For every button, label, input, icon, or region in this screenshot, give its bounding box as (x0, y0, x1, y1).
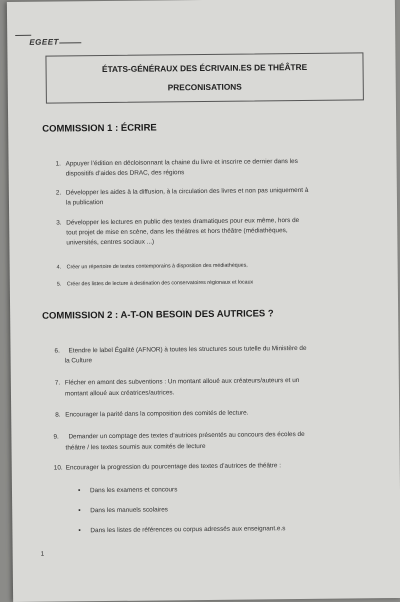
item-number: 1. (55, 160, 61, 168)
bullet-text: Dans les examens et concours (89, 486, 178, 495)
list-item (56, 277, 367, 288)
item-text-line: la publication (65, 198, 104, 206)
item-number: 8. (55, 411, 61, 419)
item-text-line: tout projet de mise en scène, dans les théâtres et hors théâtre (médiathèques, (66, 227, 288, 237)
item-text-line: Encourager la progression du pourcentage des textes d’autrices de théâtre : (65, 462, 282, 472)
list-item (55, 407, 370, 419)
item-text-line: Créer des listes de lecture à destination des conservatoires régionaux et locaux (66, 279, 254, 288)
bullet-text: Dans les manuels scolaires (90, 506, 169, 515)
list-item (55, 156, 366, 177)
item-number: 4. (56, 264, 62, 271)
item-number: 2. (55, 189, 62, 197)
document-page (7, 0, 400, 602)
bullet-icon: • (78, 527, 81, 535)
bullet-item (78, 524, 368, 535)
document-title: ÉTATS-GÉNÉRAUX DES ÉCRIVAIN.ES DE THÉÂTRE (101, 61, 308, 75)
item-number: 7. (54, 379, 61, 387)
item-number: 6. (54, 347, 60, 355)
bullet-text: Dans les listes de références ou corpus adressés aux enseignant.e.s (90, 525, 286, 535)
organization-underline (59, 42, 81, 43)
commission-2-heading: COMMISSION 2 : A-T-ON BESOIN DES AUTRICES ? (42, 308, 274, 322)
item-text-line: Demander un comptage des textes d’autrices présentés au concours des écoles de (68, 430, 305, 441)
item-text-line: Etendre le label Égalité (AFNOR) à toutes les structures sous tutelle du Ministère de (68, 344, 307, 355)
item-text-line: Développer les aides à la diffusion, à la circulation des livres et non pas uniquement à (65, 186, 309, 197)
item-text-line: Développer les lectures en public des textes dramatiques pour eux même, hors de (66, 216, 300, 227)
item-number: 3. (56, 219, 62, 227)
list-item (54, 375, 370, 397)
commission-1-heading: COMMISSION 1 : ÉCRIRE (42, 122, 157, 135)
item-number: 5. (56, 281, 62, 288)
list-item (53, 460, 372, 472)
pen-mark (15, 35, 31, 36)
list-item (56, 215, 366, 247)
list-item (54, 343, 369, 365)
organization-name: EGEET (29, 37, 59, 47)
list-item (56, 260, 367, 271)
list-item (53, 429, 371, 451)
item-text-line: Flécher en amont des subventions : Un montant alloué aux créateurs/auteurs et un (64, 377, 300, 387)
item-text-line: universités, centres sociaux ...) (66, 238, 155, 247)
item-text-line: théâtre / les textes soumis aux comités de lecture (65, 442, 206, 451)
bullet-item (77, 484, 358, 495)
item-number: 10. (53, 464, 63, 472)
item-number: 9. (53, 433, 59, 441)
item-text-line: Créer un répertoire de textes contemporains à disposition des médiathèques, (66, 262, 248, 271)
bullet-item (78, 504, 358, 515)
item-text-line: Encourager la parité dans la composition des comités de lecture. (65, 409, 249, 419)
title-box (45, 52, 363, 103)
document-subtitle: PRECONISATIONS (167, 81, 242, 93)
bullet-icon: • (77, 487, 81, 495)
item-text-line: montant alloué aux créatrices/autrices. (64, 388, 175, 397)
item-text-line: la Culture (64, 357, 93, 365)
item-text-line: Appuyer l’édition en décloisonnant la chaine du livre et inscrire ce dernier dans les (65, 158, 298, 168)
page-number: 1 (40, 550, 45, 558)
item-text-line: dispositifs d’aides des DRAC, des régions (65, 168, 185, 177)
bullet-icon: • (78, 507, 81, 515)
list-item (55, 185, 366, 206)
